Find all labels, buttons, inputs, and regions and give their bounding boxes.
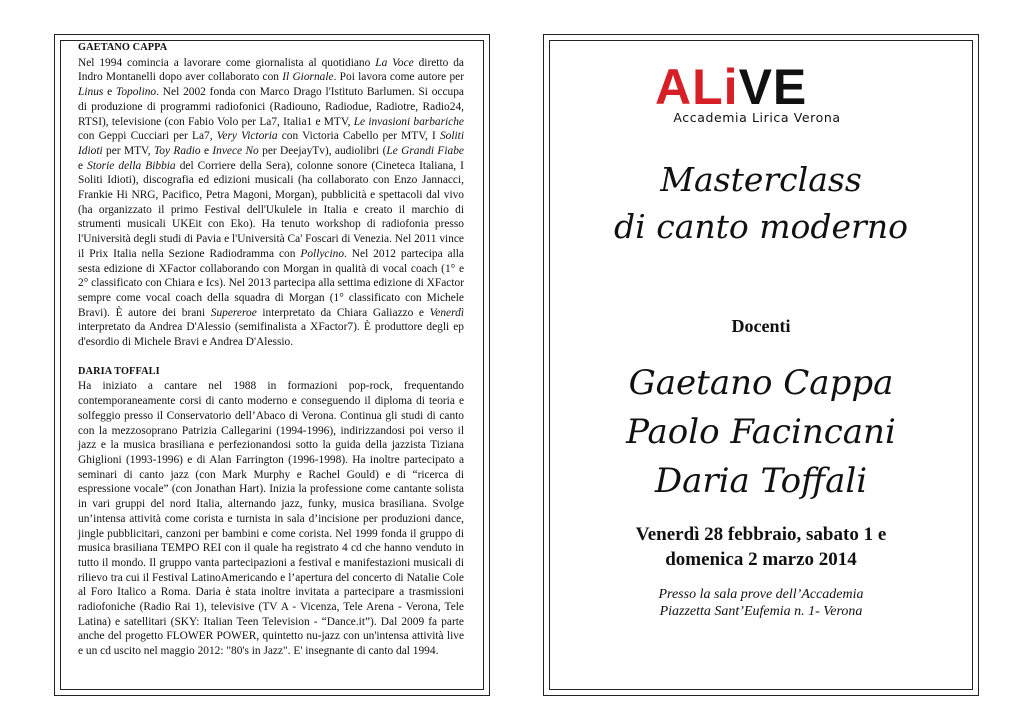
docenti-heading: Docenti	[731, 316, 791, 336]
alive-logo-subtitle: Accademia Lirica Verona	[673, 110, 841, 125]
event-venue-line-1: Presso la sala prove dell’Accademia	[658, 587, 864, 602]
teacher-name: Paolo Facincani	[626, 412, 896, 452]
bio-name-gaetano-cappa: GAETANO CAPPA	[78, 42, 168, 53]
event-dates-line-2: domenica 2 marzo 2014	[665, 549, 857, 570]
biographies-column	[78, 41, 464, 659]
teacher-name: Daria Toffali	[654, 461, 868, 501]
bio-name-daria-toffali: DARIA TOFFALI	[78, 365, 160, 377]
event-dates-line-1: Venerdì 28 febbraio, sabato 1 e	[635, 524, 887, 545]
bio-text-daria-toffali: Ha iniziato a cantare nel 1988 in formazioni pop-rock, frequentando contemporaneamente corsi di canto moderno e conseguendo il diploma di teoria e solfeggio presso il Conservatorio dell’Abaco di Verona. Continua gli studi di canto con la mezzosoprano Patrizia Callegarini (1994-1996), indirizzandosi poi verso il jazz e la musica brasiliana e perfezionandosi sotto la guida della jazzista Tiziana Ghiglioni (1993-1996) e di Alan Farrington (1996-1998). Ha inoltre partecipato a seminari di canto jazz (con Mark Murphy e Rachel Gould) e di “ricerca di espressione vocale” (con Jonathan Hart). Inizia la professione come cantante solista in vari gruppi del nord Italia, alternando jazz, funky, musica brasiliana. Svolge un’intensa attività come corista e turnista in sala d’incisione per produzioni dance, jingle pubblicitari, canzoni per bambini e come corista. Nel 1999 fonda il gruppo di musica brasiliana TEMPO REI con il quale ha registrato 4 cd che hanno venduto in tutto il mondo. Il gruppo vanta partecipazioni a festival e manifestazioni musicali di rilievo tra cui il Festival LatinoAmericando e l’apertura del concerto di Natalie Cole al Foro Italico a Roma. Daria è stata inoltre invitata a partecipare a trasmissioni radiofoniche (Radio Rai 1), televisive (TV A - Vicenza, Tele Arena - Verona, Tele Latina) e satellitari (SKY: Italian Teen Television - “Dance.it”). Dal 2009 fa parte anche del progetto FLOWER POWER, quintetto nu-jazz con un'intensa attività live e un cd uscito nel maggio 2012: "80's in Jazz". E' insegnante di canto dal 1994.	[78, 380, 464, 658]
alive-logo	[655, 59, 865, 126]
bio-text-gaetano-cappa: Nel 1994 comincia a lavorare come giornalista al quotidiano La Voce diretto da Indro Montanelli dopo aver collaborato con Il Giornale. Poi lavora come autore per Linus e Topolino. Nel 2002 fonda con Marco Drago l'Istituto Barlumen. Si occupa di produzione di programmi radiofonici (Radiouno, Radiodue, Radiotre, Radio24, RTSI), televisione (con Fabio Volo per La7, Italia1 e MTV, Le invasioni barbariche con Geppi Cucciari per La7, Very Victoria con Victoria Cabello per MTV, I Soliti Idioti per MTV, Toy Radio e Invece No per DeejayTv), audiolibri (Le Grandi Fiabe e Storie della Bibbia del Corriere della Sera), colonne sonore (Cineteca Italiana, I Soliti Idioti), discografia ed edizioni musicali (ha collaborato con Enzo Jannacci, Frankie Hi NRG, Pacifico, Petra Magoni, Morgan), pubblicità e spettacoli dal vivo (ha organizzato il primo Festival dell'Ukulele in Italia e creato il marchio di strumenti musicali UKEit con Eko). Ha tenuto workshop di radiofonia presso l'Università degli studi di Pavia e l'Università Ca' Foscari di Venezia. Nel 2011 vince il Prix Italia nella Sezione Radiodramma con Pollycino. Nel 2012 partecipa alla sesta edizione di XFactor collaborando con Morgan in qualità di vocal coach (1° e 2° classificato con Chiara e Ics). Nel 2013 partecipa alla settima edizione di XFactor sempre come vocal coach della squadra di Morgan (1° classificato con Michele Bravi). È autore dei brani Supereroe interpretato da Chiara Galiazzo e Venerdì interpretato da Andrea D'Alessio (semifinalista a XFactor7). È produttore degli ep d'esordio di Michele Bravi e Andrea D'Alessio.	[78, 56, 465, 349]
title-line-2: di canto moderno	[614, 207, 908, 246]
event-venue	[549, 586, 973, 620]
title-line-1: Masterclass	[660, 160, 862, 199]
teacher-name: Gaetano Cappa	[628, 363, 894, 403]
event-dates	[549, 522, 973, 572]
event-venue-line-2: Piazzetta Sant’Eufemia n. 1- Verona	[659, 604, 863, 619]
alive-logo-wordmark: ALiVE	[655, 59, 808, 115]
